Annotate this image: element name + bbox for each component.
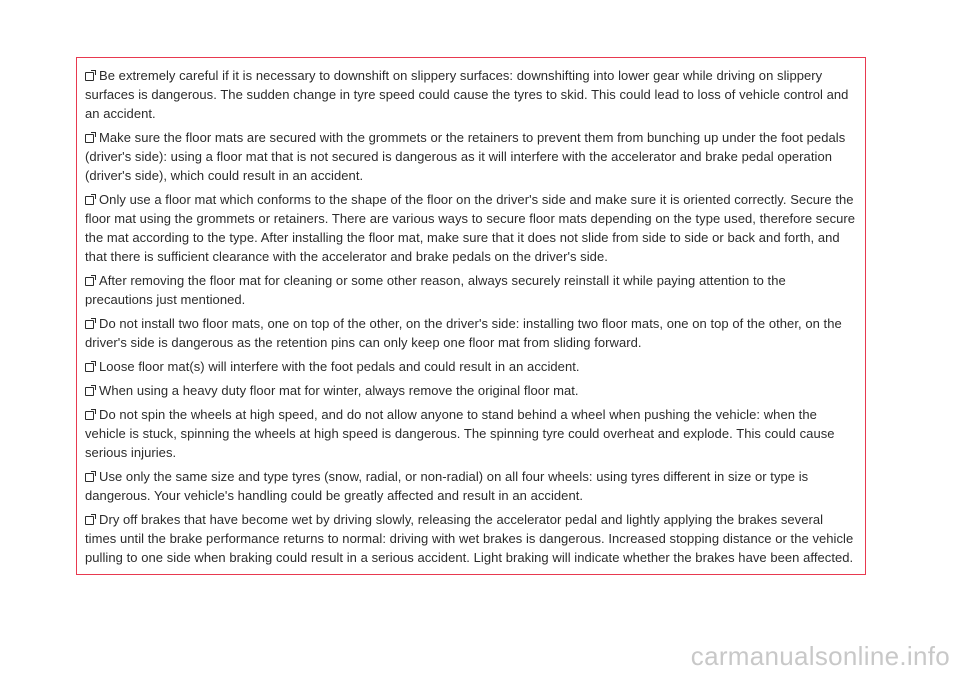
open-box-bullet-icon: [85, 387, 94, 396]
open-box-bullet-icon: [85, 72, 94, 81]
warning-item-2: [85, 128, 857, 185]
open-box-bullet-icon: [85, 196, 94, 205]
warning-item-5: [85, 314, 857, 352]
open-box-bullet-icon: [85, 473, 94, 482]
warning-text: Do not spin the wheels at high speed, and do not allow anyone to stand behind a wheel when pushing the vehicle: when the vehicle is stuck, spinning the wheels at high speed is dangerous. The spinning tyre could overheat and explode. This could cause serious injuries.: [85, 407, 835, 460]
open-box-bullet-icon: [85, 320, 94, 329]
watermark: carmanualsonline.info: [690, 641, 950, 671]
open-box-bullet-icon: [85, 134, 94, 143]
warning-text: When using a heavy duty floor mat for winter, always remove the original floor mat.: [99, 383, 579, 398]
warning-item-10: [85, 510, 857, 567]
warning-text: Loose floor mat(s) will interfere with the foot pedals and could result in an accident.: [99, 359, 580, 374]
warning-item-6: [85, 357, 857, 376]
warning-text: Make sure the floor mats are secured with the grommets or the retainers to prevent them from bunching up under the foot pedals (driver's side): using a floor mat that is not secured is dangerous as it will interfere with the accelerator and brake pedal operation (driver's side), which could result in an accident.: [85, 130, 846, 183]
open-box-bullet-icon: [85, 363, 94, 372]
open-box-bullet-icon: [85, 411, 94, 420]
warning-text: Be extremely careful if it is necessary to downshift on slippery surfaces: downshifting into lower gear while driving on slippery surfaces is dangerous. The sudden change in tyre speed could cause the tyres to skid. This could lead to loss of vehicle control and an accident.: [85, 68, 849, 121]
warning-item-9: [85, 467, 857, 505]
warning-text: Dry off brakes that have become wet by driving slowly, releasing the accelerator pedal and lightly applying the brakes several times until the brake performance returns to normal: driving with wet brakes is dangerous. Increased stopping distance or the vehicle pulling to one side when braking could result in a serious accident. Light braking will indicate whether the brakes have been affected.: [85, 512, 854, 565]
warning-item-1: [85, 66, 857, 123]
warning-text: Do not install two floor mats, one on top of the other, on the driver's side: installing two floor mats, one on top of the other, on the driver's side is dangerous as the retention pins can only keep one floor mat from sliding forward.: [85, 316, 842, 350]
warning-item-7: [85, 381, 857, 400]
warning-item-8: [85, 405, 857, 462]
open-box-bullet-icon: [85, 516, 94, 525]
warning-text: After removing the floor mat for cleaning or some other reason, always securely reinstall it while paying attention to the precautions just mentioned.: [85, 273, 786, 307]
warning-item-3: [85, 190, 857, 266]
open-box-bullet-icon: [85, 277, 94, 286]
warning-item-4: [85, 271, 857, 309]
warning-box: [76, 57, 866, 575]
warning-text: Only use a floor mat which conforms to the shape of the floor on the driver's side and make sure it is oriented correctly. Secure the floor mat using the grommets or retainers. There are various ways to secure floor mats depending on the type used, therefore secure the mat according to the type. After installing the floor mat, make sure that it does not slide from side to side or back and forth, and that there is sufficient clearance with the accelerator and brake pedals on the driver's side.: [85, 192, 856, 264]
warning-text: Use only the same size and type tyres (snow, radial, or non-radial) on all four wheels: using tyres different in size or type is dangerous. Your vehicle's handling could be greatly affected and result in an accident.: [85, 469, 809, 503]
